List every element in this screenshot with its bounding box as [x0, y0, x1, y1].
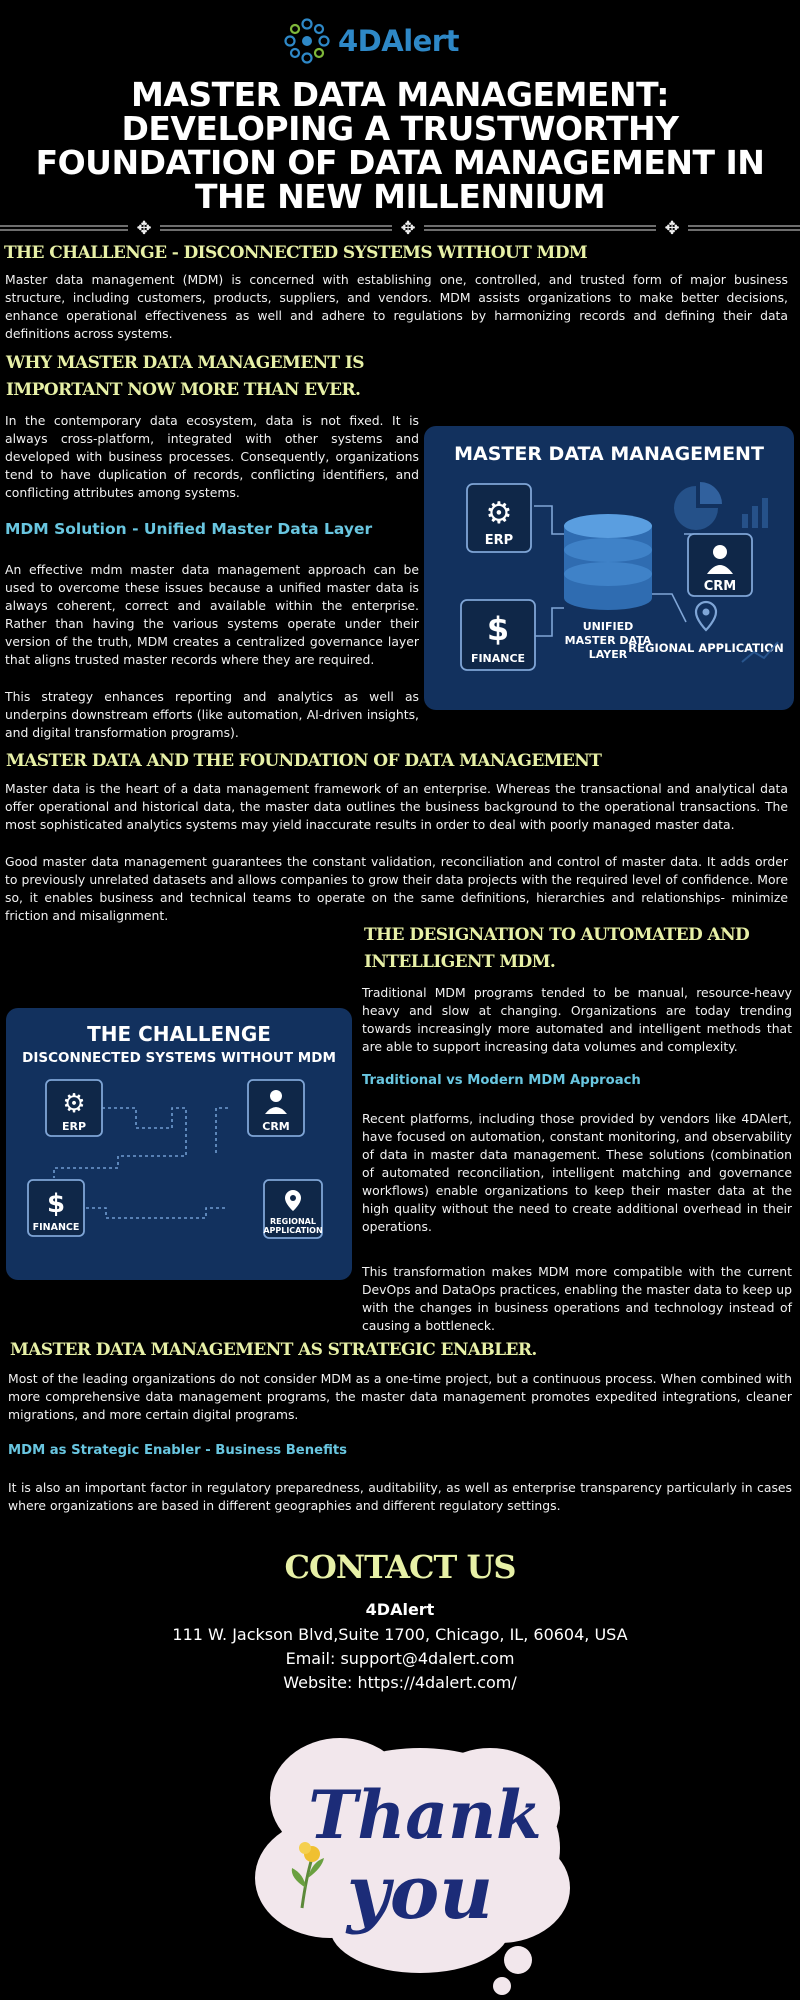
crm-label: CRM: [703, 579, 737, 594]
contact-website[interactable]: Website: https://4dalert.com/: [283, 1673, 517, 1692]
dollar-icon: $: [486, 610, 510, 648]
subheading-mdm-solution: MDM Solution - Unified Master Data Layer: [5, 520, 373, 538]
brand-logo[interactable]: [282, 14, 522, 68]
gear-icon: ⚙: [62, 1089, 86, 1119]
dollar-icon: $: [46, 1189, 66, 1219]
svg-text:✥: ✥: [664, 218, 680, 238]
challenge-regional-label-1: REGIONAL: [270, 1217, 316, 1226]
challenge-regional-node: [263, 1180, 322, 1238]
challenge-erp-label: ERP: [61, 1120, 87, 1133]
challenge-diagram-subtitle: DISCONNECTED SYSTEMS WITHOUT MDM: [22, 1050, 336, 1066]
location-pin-icon: [696, 602, 716, 630]
thank-you-line-1: Thank: [308, 1776, 542, 1854]
decorative-bars-icon: [742, 498, 768, 528]
page-title: MASTER DATA MANAGEMENT: DEVELOPING A TRUSTWORTHY FOUNDATION OF DATA MANAGEMENT IN THE NEW MILLENNIUM: [35, 75, 765, 216]
erp-label: ERP: [484, 533, 514, 548]
automated-paragraph-2: Recent platforms, including those provided by vendors like 4DAlert, have focused on automation, constant monitoring, and observability of data in master data management. These solutions (combination of automated reconciliation, intelligent matching and governance workflows) enable organizations to keep their master data at the high quality without the need to create additional overhead in their operations.: [362, 1111, 792, 1234]
svg-text:REGIONAL APPLICATION: [628, 641, 783, 655]
contact-email[interactable]: Email: support@4dalert.com: [285, 1649, 515, 1668]
challenge-paragraph: Master data management (MDM) is concerned with establishing one, controlled, and trusted form of major business structure, including customers, products, suppliers, and vendors. MDM assists organizations to make better decisions, enhance operational effectiveness as well and adhere to regulations by harmonizing records and defining their data definitions across systems.: [5, 272, 788, 341]
section-heading-strategic: MASTER DATA MANAGEMENT AS STRATEGIC ENABLER.: [10, 1340, 537, 1360]
mdm-diagram: [424, 426, 794, 710]
unified-label-2: MASTER DATA: [564, 634, 652, 647]
foundation-paragraph-2: Good master data management guarantees the constant validation, reconciliation and control of master data. It adds order to previously unrelated datasets and allows companies to grow their data projects with the required level of confidence. More so, it enables business and technical teams to operate on the same definitions, hierarchies and relationships- minimize friction and misalignment.: [5, 854, 788, 923]
unified-label-1: UNIFIED: [582, 620, 634, 633]
regional-node: [628, 602, 783, 655]
section-heading-foundation: MASTER DATA AND THE FOUNDATION OF DATA MANAGEMENT: [6, 751, 602, 771]
finance-label: FINANCE: [470, 652, 526, 665]
why-paragraph-3: This strategy enhances reporting and analytics as well as underpins downstream efforts (like automation, AI-driven insights, and digital transformation programs).: [5, 689, 419, 740]
strategic-paragraph: Most of the leading organizations do not consider MDM as a one-time project, but a continuous process. When combined with more comprehensive data management programs, the master data management promotes expedited integrations, cleaner migrations, and more certain digital programs.: [8, 1371, 792, 1422]
logo-icon: [282, 16, 332, 66]
why-paragraph: In the contemporary data ecosystem, data is not fixed. It is always cross-platform, integrated with other systems and developed with business processes. Consequently, organizations tend to have duplication of records, conflicting identifiers, and conflicting attributes among systems.: [5, 413, 419, 500]
svg-text:✥: ✥: [136, 218, 152, 238]
svg-text:✥: ✥: [400, 218, 416, 238]
crm-node: [688, 534, 752, 596]
erp-node: [467, 484, 531, 552]
subheading-traditional-vs-modern: Traditional vs Modern MDM Approach: [362, 1073, 641, 1088]
challenge-finance-node: [28, 1180, 84, 1236]
regional-label: REGIONAL APPLICATION: [628, 641, 784, 655]
user-icon: [713, 545, 727, 559]
challenge-crm-label: CRM: [262, 1120, 290, 1133]
contact-company: 4DAlert: [365, 1600, 435, 1619]
ornamental-divider: [0, 218, 800, 238]
foundation-paragraph: Master data is the heart of a data management framework of an enterprise. Whereas the transactional and analytical data offer operational and historical data, the master data outlines the business background to the operational transactions. The most sophisticated analytics systems may yield inaccurate results in order to deal with poorly managed master data.: [5, 781, 788, 832]
strategic-paragraph-2: It is also an important factor in regulatory preparedness, auditability, as well as enterprise transparency particularly in cases where organizations are based in different geographies and different regulatory settings.: [8, 1480, 792, 1513]
challenge-erp-node: [46, 1080, 102, 1136]
challenge-diagram: [6, 1008, 352, 1280]
section-heading-challenge: THE CHALLENGE - DISCONNECTED SYSTEMS WITHOUT MDM: [4, 243, 588, 263]
thank-you-line-2: you: [346, 1850, 494, 1936]
user-icon: [270, 1090, 282, 1102]
why-paragraph-2: An effective mdm master data management approach can be used to overcome these issues because a unified master data is always coherent, correct and available within the enterprise. Rather than having the various systems operate under their version of the truth, MDM creates a centralized governance layer that aligns trusted master records where they are required.: [5, 562, 419, 667]
section-heading-automated: THE DESIGNATION TO AUTOMATED AND INTELLIGENT MDM.: [364, 925, 750, 972]
thank-you-graphic: [250, 1728, 580, 1998]
contact-title: CONTACT US: [284, 1548, 516, 1586]
unified-label-3: LAYER: [588, 648, 628, 661]
challenge-regional-label-2: APPLICATION: [263, 1226, 323, 1235]
gear-icon: ⚙: [485, 496, 513, 531]
finance-node: [461, 600, 535, 670]
mdm-diagram-title: MASTER DATA MANAGEMENT: [454, 443, 764, 465]
contact-address: 111 W. Jackson Blvd,Suite 1700, Chicago, IL, 60604, USA: [172, 1625, 628, 1644]
subheading-strategic-enabler: MDM as Strategic Enabler - Business Benefits: [8, 1443, 347, 1458]
database-icon: [564, 514, 652, 610]
challenge-finance-label: FINANCE: [32, 1222, 80, 1233]
automated-paragraph-3: This transformation makes MDM more compatible with the current DevOps and DataOps practices, enabling the master data to keep up with the changes in business operations and technology instead of causing a bottleneck.: [362, 1264, 792, 1333]
decorative-pie-icon: [674, 482, 722, 530]
challenge-crm-node: [248, 1080, 304, 1136]
automated-paragraph: Traditional MDM programs tended to be manual, resource-heavy heavy and slow at changing. Organizations are today trending towards increasingly more automated and intelligent methods that are able to support increasing data volumes and complexity.: [362, 985, 792, 1054]
section-heading-why: WHY MASTER DATA MANAGEMENT IS IMPORTANT NOW MORE THAN EVER.: [6, 353, 364, 400]
brand-name: 4DAlert: [338, 24, 459, 58]
challenge-diagram-title: THE CHALLENGE: [87, 1022, 271, 1046]
